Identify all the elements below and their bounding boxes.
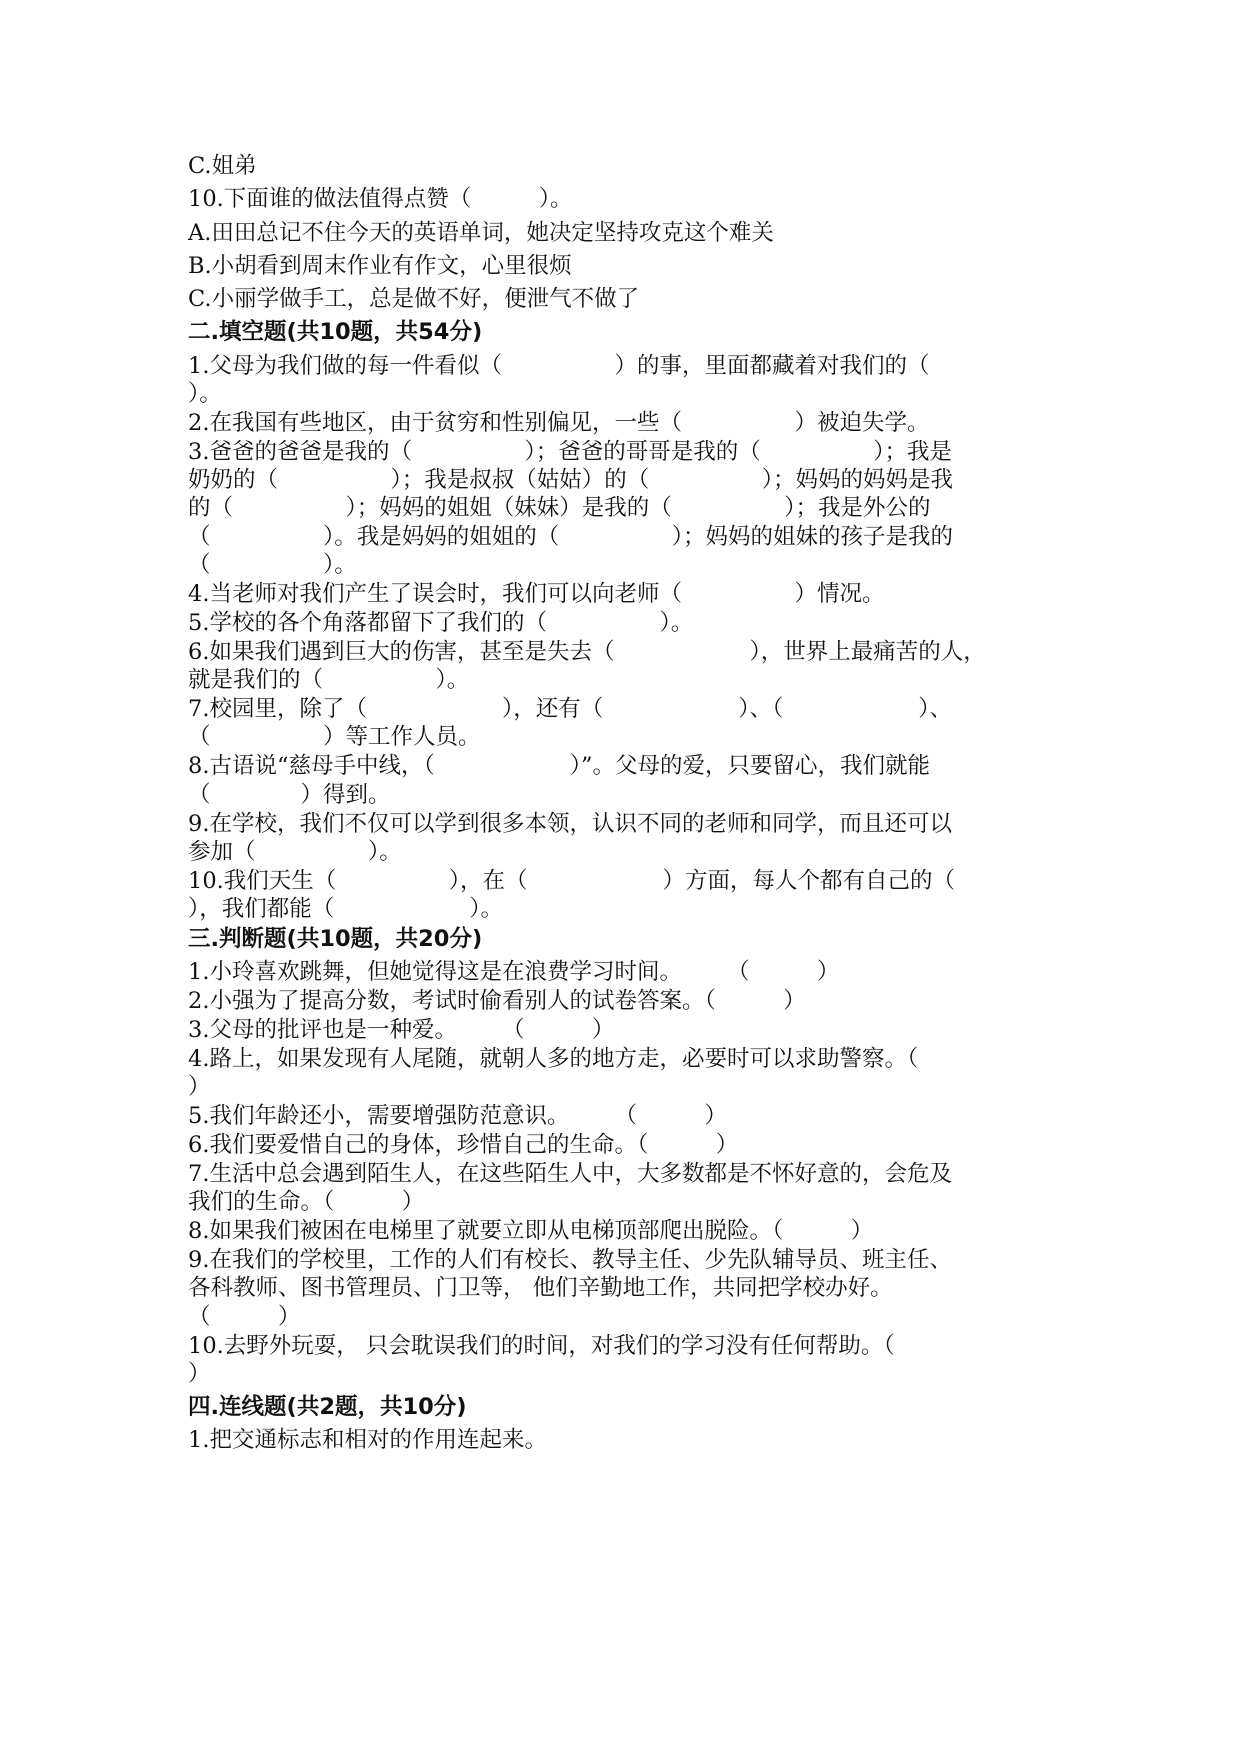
fill-question-3: 3.爸爸的爸爸是我的（ ）；爸爸的哥哥是我的（ ）；我是	[188, 439, 952, 465]
section-heading-fill-in: 二.填空题(共10题，共54分)	[188, 319, 483, 345]
fill-question-10-cont: ），我们都能（ ）。	[188, 896, 504, 922]
fill-question-7: 7.校园里，除了（ ），还有（ ）、（ ）、	[188, 696, 952, 722]
tf-question-4-cont: ）	[188, 1074, 211, 1100]
tf-question-1: 1.小玲喜欢跳舞，但她觉得这是在浪费学习时间。 （ ）	[188, 959, 840, 985]
fill-question-6: 6.如果我们遇到巨大的伤害，甚至是失去（ ），世界上最痛苦的人，	[188, 639, 986, 665]
fill-question-6-cont: 就是我们的（ ）。	[188, 667, 470, 693]
section-heading-true-false: 三.判断题(共10题，共20分)	[188, 926, 483, 952]
tf-question-8: 8.如果我们被困在电梯里了就要立即从电梯顶部爬出脱险。（ ）	[188, 1218, 874, 1244]
tf-question-4: 4.路上，如果发现有人尾随，就朝人多的地方走，必要时可以求助警察。（	[188, 1046, 919, 1072]
fill-question-3-cont: （ ）。我是妈妈的姐姐的（ ）；妈妈的姐妹的孩子是我的	[188, 524, 954, 550]
fill-question-3-cont: 奶奶的（ ）；我是叔叔（姑姑）的（ ）；妈妈的妈妈是我	[188, 467, 954, 493]
tf-question-9: 9.在我们的学校里，工作的人们有校长、教导主任、少先队辅导员、班主任、	[188, 1247, 952, 1273]
option-c-sisters-brothers: C.姐弟	[188, 153, 257, 179]
option-a: A.田田总记不住今天的英语单词，她决定坚持攻克这个难关	[188, 220, 774, 246]
fill-question-9: 9.在学校，我们不仅可以学到很多本领，认识不同的老师和同学，而且还可以	[188, 811, 952, 837]
tf-question-7: 7.生活中总会遇到陌生人，在这些陌生人中，大多数都是不怀好意的，会危及	[188, 1161, 952, 1187]
fill-question-2: 2.在我国有些地区，由于贫穷和性别偏见，一些（ ）被迫失学。	[188, 410, 930, 436]
tf-question-9-cont: （ ）	[188, 1304, 301, 1330]
fill-question-7-cont: （ ）等工作人员。	[188, 724, 481, 750]
fill-question-5: 5.学校的各个角落都留下了我们的（ ）。	[188, 610, 694, 636]
tf-question-5: 5.我们年龄还小，需要增强防范意识。 （ ）	[188, 1103, 727, 1129]
tf-question-10-cont: ）	[188, 1361, 211, 1387]
matching-question-1: 1.把交通标志和相对的作用连起来。	[188, 1427, 547, 1453]
tf-question-9-cont: 各科教师、图书管理员、门卫等， 他们辛勤地工作，共同把学校办好。	[188, 1275, 893, 1301]
fill-question-10: 10.我们天生（ ），在（ ）方面，每人个都有自己的（	[188, 868, 956, 894]
tf-question-10: 10.去野外玩耍， 只会耽误我们的时间，对我们的学习没有任何帮助。（	[188, 1333, 895, 1359]
fill-question-3-cont: （ ）。	[188, 552, 357, 578]
tf-question-2: 2.小强为了提高分数，考试时偷看别人的试卷答案。（ ）	[188, 988, 806, 1014]
fill-question-9-cont: 参加（ ）。	[188, 839, 402, 865]
choice-question-10: 10.下面谁的做法值得点赞（ ）。	[188, 186, 573, 212]
tf-question-6: 6.我们要爱惜自己的身体，珍惜自己的生命。（ ）	[188, 1132, 739, 1158]
option-c: C.小丽学做手工，总是做不好，便泄气不做了	[188, 286, 640, 312]
fill-question-3-cont: 的（ ）；妈妈的姐姐（妹妹）是我的（ ）；我是外公的	[188, 495, 931, 521]
fill-question-1: 1.父母为我们做的每一件看似（ ）的事，里面都藏着对我们的（	[188, 353, 930, 379]
section-heading-matching: 四.连线题(共2题，共10分)	[188, 1394, 467, 1420]
tf-question-7-cont: 我们的生命。（ ）	[188, 1189, 425, 1215]
fill-question-8: 8.古语说“慈母手中线，（ ）”。父母的爱，只要留心，我们就能	[188, 753, 930, 779]
fill-question-8-cont: （ ）得到。	[188, 782, 391, 808]
option-b: B.小胡看到周末作业有作文，心里很烦	[188, 253, 572, 279]
fill-question-4: 4.当老师对我们产生了误会时，我们可以向老师（ ）情况。	[188, 581, 885, 607]
tf-question-3: 3.父母的批评也是一种爱。 （ ）	[188, 1017, 615, 1043]
fill-question-1-cont: ）。	[188, 381, 222, 407]
